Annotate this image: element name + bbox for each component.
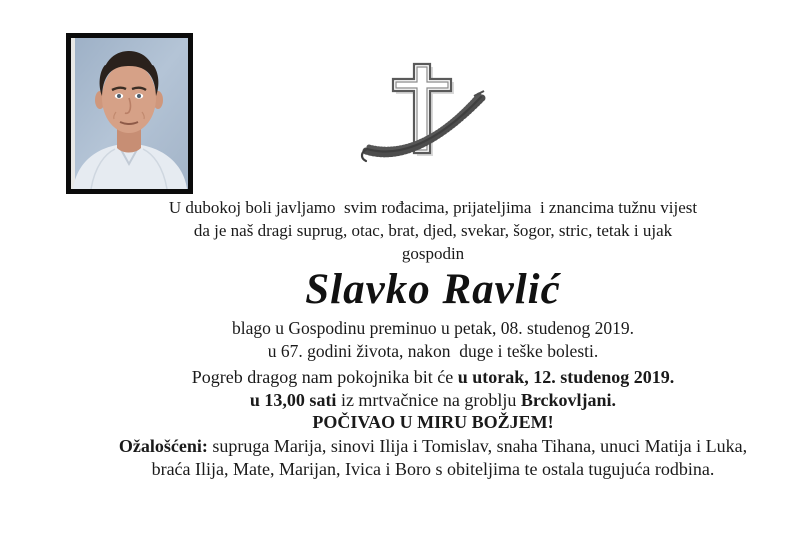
funeral-line-1-normal: Pogreb dragog nam pokojnika bit će [191, 367, 458, 387]
funeral-time: u 13,00 sati [249, 389, 337, 410]
rest-in-peace-line [70, 411, 796, 434]
mourners-label: Ožalošćeni: [118, 435, 208, 456]
death-line-1: blago u Gospodinu preminuo u petak, 08. studenog 2019. [232, 318, 634, 338]
funeral-cemetery: Brckovljani. [520, 389, 617, 410]
portrait-illustration [71, 38, 188, 189]
death-line-2: u 67. godini života, nakon duge i teške bolesti. [267, 341, 599, 361]
deceased-photo [66, 33, 193, 194]
funeral-line-2-normal: iz mrtvačnice na groblju [336, 389, 521, 410]
intro-line-3: gospodin [401, 244, 465, 263]
funeral-paragraph [70, 366, 796, 434]
mourners-line-2 [70, 458, 796, 481]
rest-in-peace-text: POČIVAO U MIRU BOŽJEM! [312, 412, 554, 432]
mourners-line-1 [70, 435, 796, 458]
mourners-list-2: braća Ilija, Mate, Marijan, Ivica i Boro s obiteljima te ostala tugujuća rodbina. [151, 458, 715, 479]
deceased-name: Slavko Ravlić [305, 266, 561, 313]
funeral-line-2 [70, 389, 796, 412]
funeral-date: u utorak, 12. studenog 2019. [457, 367, 675, 387]
intro-paragraph [70, 196, 796, 265]
notice-text [70, 196, 796, 481]
funeral-line-1 [70, 366, 796, 389]
death-paragraph [70, 317, 796, 363]
intro-line-2: da je naš dragi suprug, otac, brat, djed, svekar, šogor, stric, tetak i ujak [193, 221, 673, 240]
cross-palm-icon [356, 42, 494, 164]
mourners-paragraph [70, 435, 796, 481]
intro-line-1: U dubokoj boli javljamo svim rođacima, prijateljima i znancima tužnu vijest [168, 198, 698, 217]
mourners-list-1: supruga Marija, sinovi Ilija i Tomislav, snaha Tihana, unuci Matija i Luka, [207, 435, 748, 456]
